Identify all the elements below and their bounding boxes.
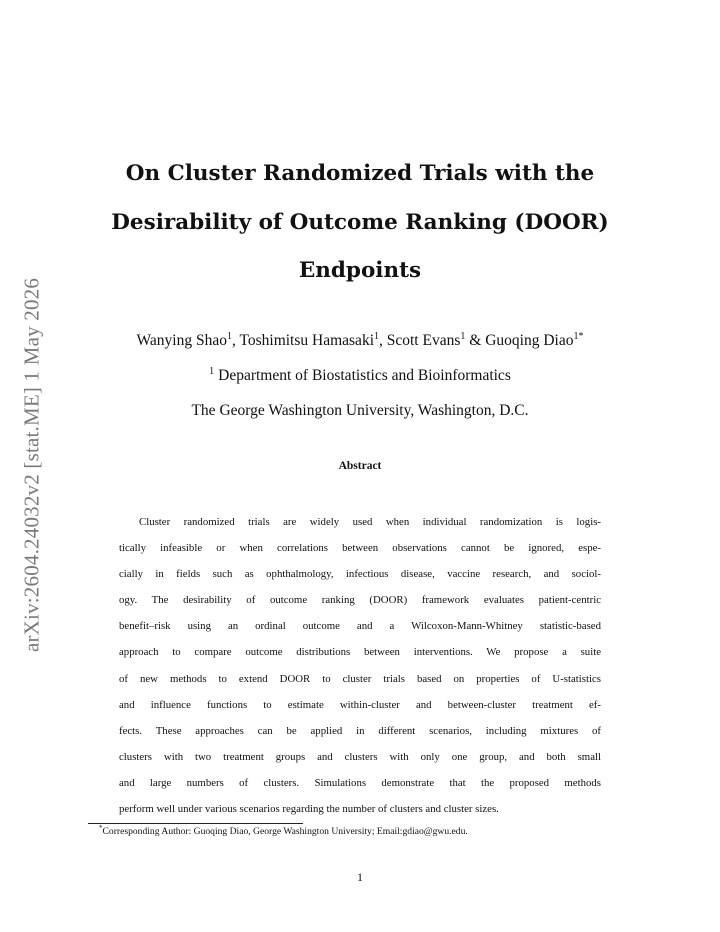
paper-title [90, 150, 630, 296]
abstract-line: tically infeasible or when correlations between observations cannot be ignored, espe- [119, 542, 601, 555]
title-line: Endpoints [298, 258, 422, 283]
author-name: Guoqing Diao [485, 332, 574, 349]
abstract-line: and large numbers of clusters. Simulations demonstrate that the proposed methods [119, 776, 601, 789]
abstract-line: cially in fields such as ophthalmology, infectious disease, vaccine research, and sociol- [119, 568, 601, 581]
abstract-body [119, 509, 601, 822]
author-list [60, 332, 660, 350]
author-separator: , [379, 332, 387, 349]
corresponding-author-footnote [99, 826, 468, 837]
title-line: On Cluster Randomized Trials with the [125, 161, 595, 186]
author-affiliation-mark: 1 [460, 331, 466, 342]
author-name: Wanying Shao [136, 332, 227, 349]
footnote-rule [88, 823, 303, 824]
footnote-mark: * [99, 824, 103, 832]
title-line: Desirability of Outcome Ranking (DOOR) [111, 209, 609, 235]
author-affiliation-mark: 1* [573, 331, 584, 342]
abstract-line: clusters with two treatment groups and clusters with only one group, and both small [119, 750, 601, 763]
abstract-line: approach to compare outcome distributions between interventions. We propose a suite [119, 646, 601, 659]
arxiv-identifier-stamp: arXiv:2604.24032v2 [stat.ME] 1 May 2026 [19, 277, 44, 653]
abstract-line: ogy. The desirability of outcome ranking (DOOR) framework evaluates patient-centric [119, 594, 601, 607]
abstract-line: benefit–risk using an ordinal outcome and a Wilcoxon-Mann-Whitney statistic-based [119, 620, 601, 633]
author-affiliation-mark: 1 [226, 331, 232, 342]
abstract-line: and influence functions to estimate within-cluster and between-cluster treatment ef- [119, 698, 601, 711]
abstract-heading: Abstract [338, 460, 382, 472]
author-name: Scott Evans [386, 332, 461, 349]
department-name: Department of Biostatistics and Bioinformatics [218, 367, 511, 384]
author-affiliation-mark: 1 [374, 331, 379, 342]
affiliation-department [60, 367, 660, 385]
affiliation-mark: 1 [209, 366, 215, 377]
footnote-text: Corresponding Author: Guoqing Diao, George Washington University; Email:gdiao@gwu.edu. [102, 826, 468, 837]
abstract-line: fects. These approaches can be applied in different scenarios, including mixtures of [119, 724, 601, 737]
abstract-line: of new methods to extend DOOR to cluster trials based on properties of U-statistics [119, 672, 601, 685]
author-separator: , [231, 332, 240, 349]
abstract-line: Cluster randomized trials are widely used when individual randomization is logis- [139, 516, 601, 528]
author-name: Toshimitsu Hamasaki [239, 332, 374, 349]
abstract-line: perform well under various scenarios regarding the number of clusters and cluster sizes. [119, 803, 499, 816]
page-number: 1 [357, 870, 363, 884]
author-separator: & [465, 332, 486, 349]
affiliation-institution: The George Washington University, Washington, D.C. [191, 402, 529, 419]
